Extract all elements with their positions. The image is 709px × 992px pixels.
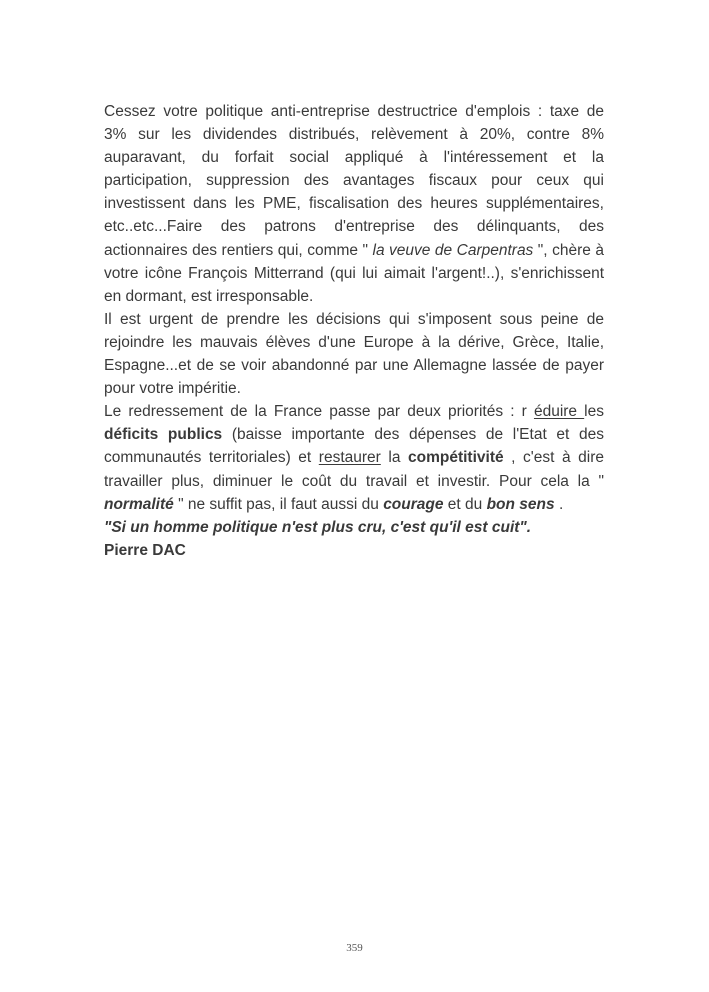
paragraph-1-text-b: ", chère à votre icône François Mitterrand (qui lui aimait l'argent!..), s'enrichissent en dormant, est irresponsable. bbox=[104, 241, 604, 305]
bold-italic-courage: courage bbox=[383, 495, 444, 513]
bold-deficits-publics: déficits publics bbox=[104, 426, 223, 444]
quote-la-veuve-de-carpentras: la veuve de Carpentras bbox=[372, 241, 534, 259]
paragraph-3 bbox=[104, 400, 604, 515]
bold-italic-normalite: normalité bbox=[104, 495, 174, 513]
closing-quote: "Si un homme politique n'est plus cru, c'est qu'il est cuit". bbox=[104, 518, 532, 536]
underlined-reduire: éduire bbox=[533, 403, 585, 421]
paragraph-1 bbox=[104, 100, 604, 308]
paragraph-1-text-a: Cessez votre politique anti-entreprise destructrice d'emplois : taxe de 3% sur les dividendes distribués, relèvement à 20%, contre 8% auparavant, du forfait social appliqué à l'intéressement et la participation, suppression des avantages fiscaux pour ceux qui investissent dans les PME, fiscalisation des heures supplémentaires, etc..etc...Faire des patrons d'entreprise des délinquants, des actionnaires des rentiers qui, comme " bbox=[104, 103, 604, 259]
paragraph-2: Il est urgent de prendre les décisions qui s'imposent sous peine de rejoindre les mauvais élèves d'une Europe à la dérive, Grèce, Italie, Espagne...et de se voir abandonné par une Allemagne lassée de payer pour votre impéritie. bbox=[104, 310, 604, 398]
paragraph-3-text-a: Le redressement de la France passe par deux priorités : r bbox=[104, 403, 534, 421]
bold-competitivite: compétitivité bbox=[408, 449, 504, 467]
quote-author: Pierre DAC bbox=[104, 541, 186, 559]
document-body bbox=[104, 100, 604, 562]
underlined-restaurer: restaurer bbox=[318, 449, 381, 467]
page-number: 359 bbox=[346, 942, 363, 954]
paragraph-3-text-h: . bbox=[554, 495, 564, 513]
paragraph-3-text-b: les bbox=[584, 403, 604, 421]
paragraph-3-text-f: " ne suffit pas, il faut aussi du bbox=[173, 495, 384, 513]
bold-italic-bon-sens: bon sens bbox=[486, 495, 555, 513]
paragraph-3-text-g: et du bbox=[443, 495, 487, 513]
paragraph-3-text-e: , c'est à dire travailler plus, diminuer le coût du travail et investir. Pour cela la " bbox=[104, 449, 604, 490]
paragraph-3-text-c: (baisse importante des dépenses de l'Etat et des communautés territoriales) et bbox=[104, 426, 604, 467]
paragraph-3-text-d: la bbox=[380, 449, 408, 467]
